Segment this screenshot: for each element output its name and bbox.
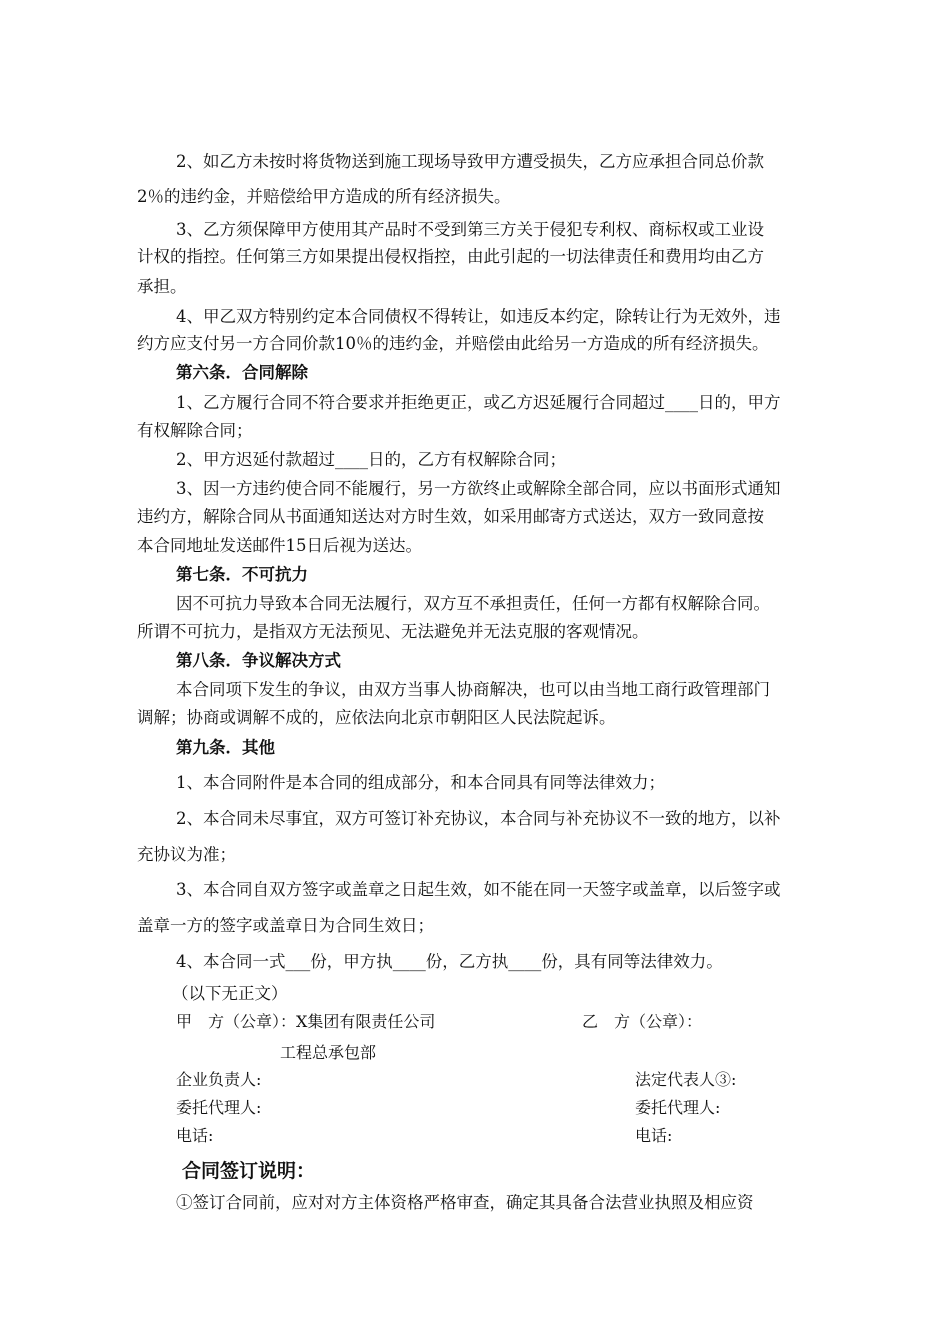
party-a-seal: 甲 方（公章）：X集团有限责任公司 <box>176 1012 436 1031</box>
clause6-item1-line1: 1、乙方履行合同不符合要求并拒绝更正，或乙方迟延履行合同超过____日的，甲方 <box>176 393 781 412</box>
clause6-title: 第六条．合同解除 <box>176 363 308 382</box>
clause8-title: 第八条．争议解决方式 <box>176 651 341 670</box>
clause9-item4: 4、本合同一式___份，甲方执____份，乙方执____份，具有同等法律效力。 <box>176 952 723 971</box>
clause5-item3-line1: 3、乙方须保障甲方使用其产品时不受到第三方关于侵犯专利权、商标权或工业设 <box>176 220 764 239</box>
clause9-item1: 1、本合同附件是本合同的组成部分，和本合同具有同等法律效力； <box>176 773 665 792</box>
clause5-item2-line2: 2％的违约金，并赔偿给甲方造成的所有经济损失。 <box>137 187 511 206</box>
clause7-title: 第七条．不可抗力 <box>176 565 308 584</box>
clause9-item3-line1: 3、本合同自双方签字或盖章之日起生效，如不能在同一天签字或盖章，以后签字或 <box>176 880 781 899</box>
clause7-line2: 所谓不可抗力，是指双方无法预见、无法避免并无法克服的客观情况。 <box>137 622 649 641</box>
end-of-text-note: （以下无正文） <box>172 984 288 1003</box>
clause9-item3-line2: 盖章一方的签字或盖章日为合同生效日； <box>137 916 434 935</box>
clause6-item3-line3: 本合同地址发送邮件15日后视为送达。 <box>137 536 422 555</box>
clause5-item4-line2: 约方应支付另一方合同价款10％的违约金，并赔偿由此给另一方造成的所有经济损失。 <box>137 334 769 353</box>
clause8-line1: 本合同项下发生的争议，由双方当事人协商解决，也可以由当地工商行政管理部门 <box>176 680 770 699</box>
clause6-item3-line1: 3、因一方违约使合同不能履行，另一方欲终止或解除全部合同，应以书面形式通知 <box>176 479 781 498</box>
clause5-item3-line3: 承担。 <box>137 277 187 296</box>
party-b-agent: 委托代理人: <box>635 1098 721 1117</box>
party-b-seal: 乙 方（公章）： <box>582 1012 703 1031</box>
party-b-phone: 电话: <box>635 1126 673 1145</box>
clause5-item3-line2: 计权的指控。任何第三方如果提出侵权指控，由此引起的一切法律责任和费用均由乙方 <box>137 247 764 266</box>
party-a-agent: 委托代理人: <box>176 1098 262 1117</box>
clause9-item2-line1: 2、本合同未尽事宜，双方可签订补充协议，本合同与补充协议不一致的地方，以补 <box>176 809 781 828</box>
party-a-phone: 电话: <box>176 1126 214 1145</box>
party-b-legal-rep: 法定代表人③: <box>635 1070 737 1089</box>
party-a-leader: 企业负责人: <box>176 1070 262 1089</box>
clause9-item2-line2: 充协议为准； <box>137 845 236 864</box>
clause7-line1: 因不可抗力导致本合同无法履行，双方互不承担责任，任何一方都有权解除合同。 <box>176 594 770 613</box>
clause8-line2: 调解；协商或调解不成的，应依法向北京市朝阳区人民法院起诉。 <box>137 708 616 727</box>
clause6-item2: 2、甲方迟延付款超过____日的，乙方有权解除合同； <box>176 450 566 469</box>
clause5-item2-line1: 2、如乙方未按时将货物送到施工现场导致甲方遭受损失，乙方应承担合同总价款 <box>176 152 764 171</box>
clause6-item3-line2: 违约方，解除合同从书面通知送达对方时生效，如采用邮寄方式送达，双方一致同意按 <box>137 507 764 526</box>
clause5-item4-line1: 4、甲乙双方特别约定本合同债权不得转让，如违反本约定，除转让行为无效外，违 <box>176 307 781 326</box>
clause9-title: 第九条．其他 <box>176 738 275 757</box>
signing-notes-title: 合同签订说明： <box>182 1160 316 1182</box>
party-a-department: 工程总承包部 <box>280 1043 377 1062</box>
clause6-item1-line2: 有权解除合同； <box>137 421 253 440</box>
signing-note-1: ①签订合同前，应对对方主体资格严格审查，确定其具备合法营业执照及相应资 <box>176 1193 754 1212</box>
